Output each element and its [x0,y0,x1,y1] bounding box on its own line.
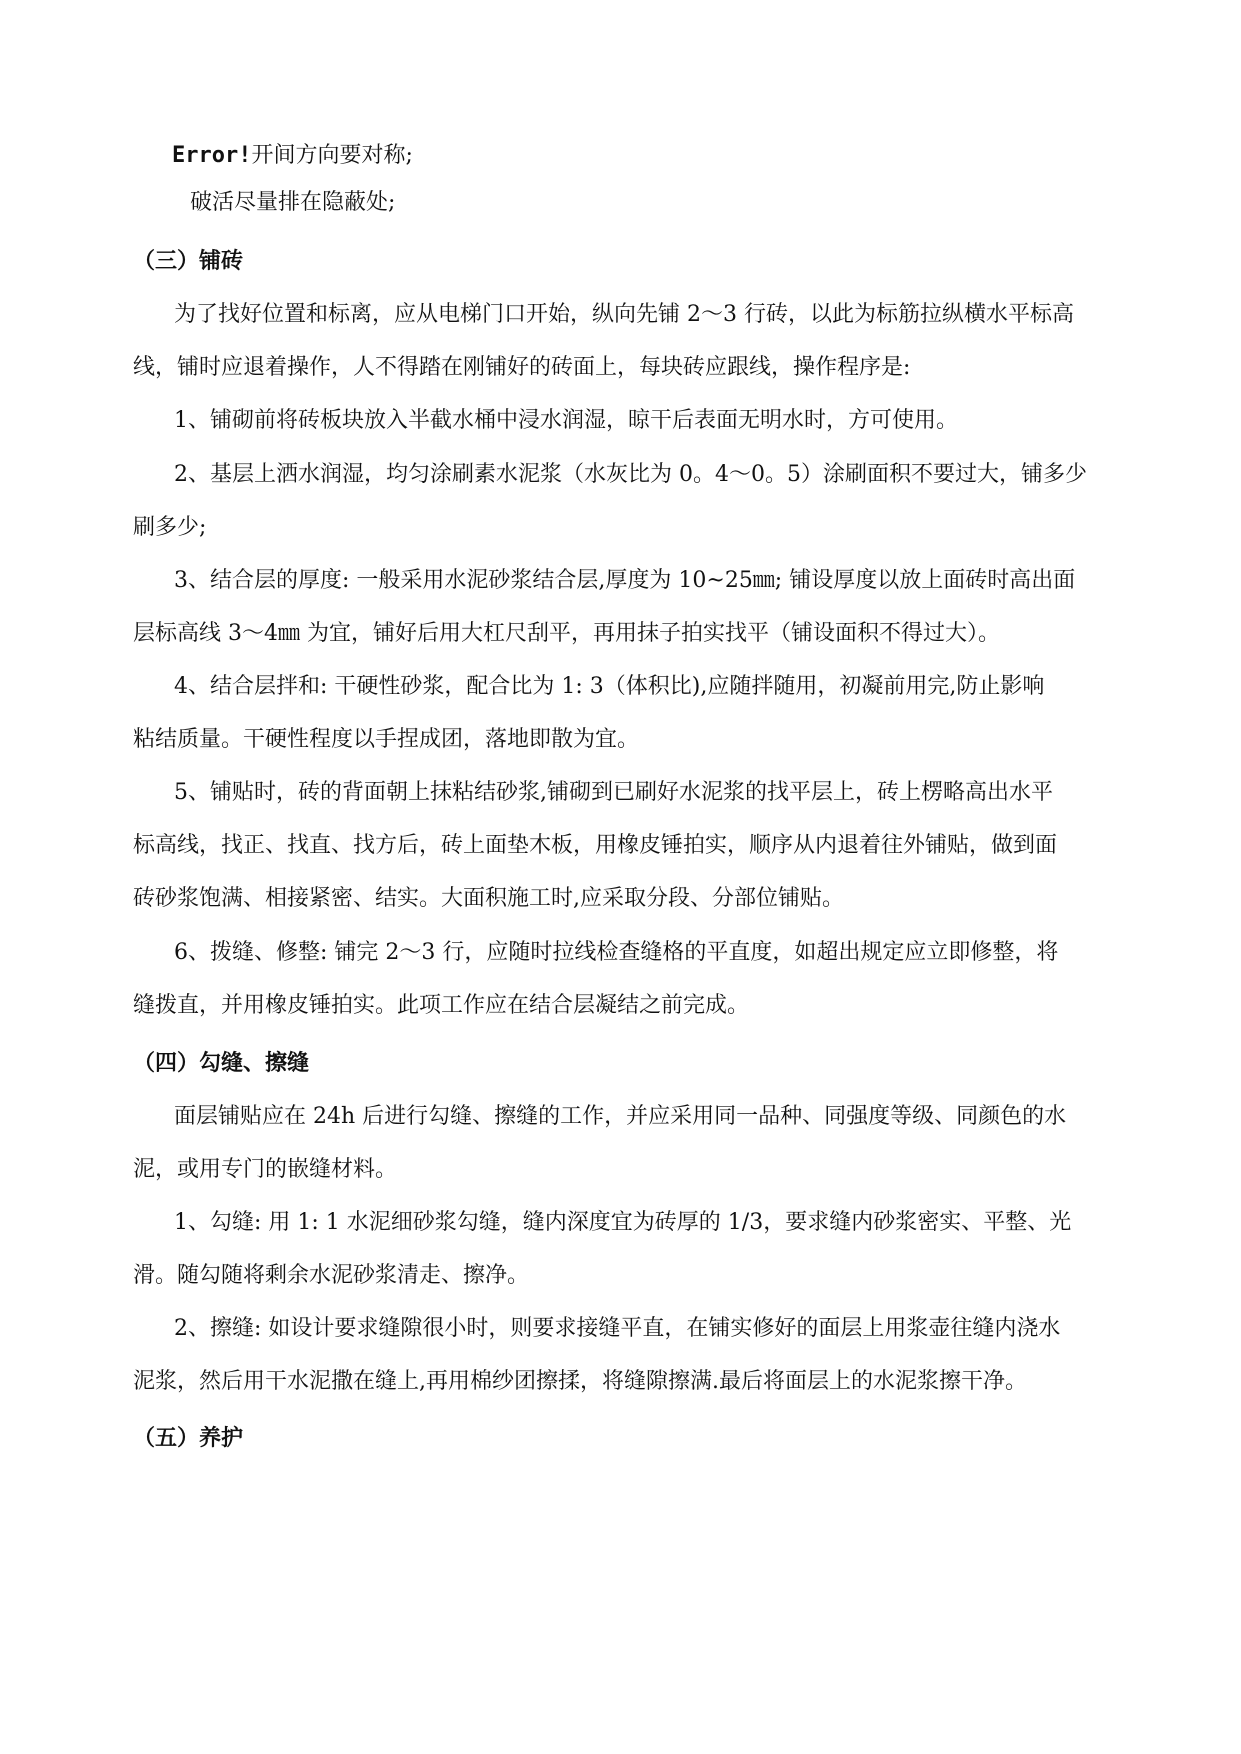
paragraph-line: 面层铺贴应在 24h 后进行勾缝、擦缝的工作，并应采用同一品种、同强度等级、同颜色的水 [174,1104,1067,1129]
paragraph-line: 层标高线 3～4㎜ 为宜，铺好后用大杠尺刮平，再用抹子拍实找平（铺设面积不得过大）。 [133,621,1000,646]
list-item-hidden-cuts: 破活尽量排在隐蔽处; [190,190,396,215]
step-item-3: 3、结合层的厚度: 一般采用水泥砂浆结合层,厚度为 10~25㎜; 铺设厚度以放上面砖时高出面 [174,568,1076,593]
step-item-5: 5、铺贴时，砖的背面朝上抹粘结砂浆,铺砌到已刷好水泥浆的找平层上，砖上楞略高出水平 [174,780,1053,805]
step-item-2: 2、基层上洒水润湿，均匀涂刷素水泥浆（水灰比为 0。4～0。5）涂刷面积不要过大，铺多少 [174,462,1087,487]
step-item-1: 1、铺砌前将砖板块放入半截水桶中浸水润湿，晾干后表面无明水时，方可使用。 [174,408,958,433]
paragraph-line: 滑。随勾随将剩余水泥砂浆清走、擦净。 [133,1263,530,1288]
paragraph-line: 标高线，找正、找直、找方后，砖上面垫木板，用橡皮锤拍实，顺序从内退着往外铺贴，做到面 [133,833,1058,858]
list-item-symmetry [172,141,413,171]
paragraph-line: 为了找好位置和标离，应从电梯门口开始，纵向先铺 2～3 行砖，以此为标筋拉纵横水平标高 [174,302,1074,327]
paragraph-line: 刷多少; [133,515,207,540]
section-heading-tiling: （三）铺砖 [133,249,244,274]
step-item-pointing-2: 2、擦缝: 如设计要求缝隙很小时，则要求接缝平直，在铺实修好的面层上用浆壶往缝内浇水 [174,1316,1061,1341]
list-item-symmetry-text: 开间方向要对称; [251,143,413,168]
paragraph-line: 线，铺时应退着操作，人不得踏在刚铺好的砖面上，每块砖应跟线，操作程序是: [133,355,911,380]
paragraph-line: 砖砂浆饱满、相接紧密、结实。大面积施工时,应采取分段、分部位铺贴。 [133,886,844,911]
step-item-pointing-1: 1、勾缝: 用 1: 1 水泥细砂浆勾缝，缝内深度宜为砖厚的 1/3，要求缝内砂浆密实、平整、光 [174,1210,1072,1235]
error-marker: Error! [172,143,252,168]
section-heading-pointing: （四）勾缝、擦缝 [133,1051,310,1076]
paragraph-line: 粘结质量。干硬性程度以手捏成团，落地即散为宜。 [133,727,640,752]
paragraph-line: 泥，或用专门的嵌缝材料。 [133,1157,398,1182]
step-item-6: 6、拨缝、修整: 铺完 2～3 行，应随时拉线检查缝格的平直度，如超出规定应立即修整，将 [174,940,1059,965]
paragraph-line: 泥浆，然后用干水泥撒在缝上,再用棉纱团擦揉，将缝隙擦满.最后将面层上的水泥浆擦干净。 [133,1369,1027,1394]
step-item-4: 4、结合层拌和: 干硬性砂浆，配合比为 1: 3（体积比),应随拌随用，初凝前用完,防止影响 [174,674,1045,699]
paragraph-line: 缝拨直，并用橡皮锤拍实。此项工作应在结合层凝结之前完成。 [133,993,750,1018]
section-heading-curing: （五）养护 [133,1426,244,1451]
